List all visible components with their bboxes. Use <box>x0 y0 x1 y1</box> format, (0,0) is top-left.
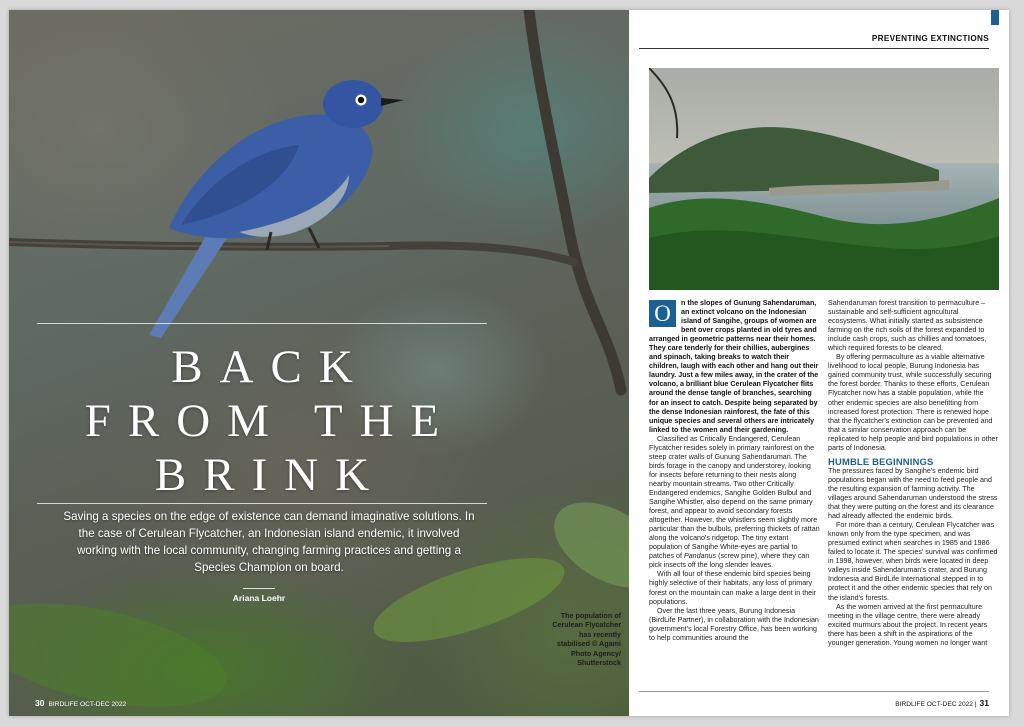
bird-tail <box>149 222 231 338</box>
byline: Ariana Loehr <box>232 593 286 603</box>
photo-caption <box>529 611 621 667</box>
headline-line-3: BRINK <box>154 449 387 501</box>
byline-rule <box>243 588 275 589</box>
magazine-spread <box>9 10 1009 716</box>
folio-label: BIRDLIFE OCT-DEC 2022 <box>48 701 127 708</box>
drop-cap: O <box>649 300 676 327</box>
body-text-run: (screw pine), where they can pick insects off the long slender leaves. <box>649 552 810 570</box>
lead-text: n the slopes of Gunung Sahendaruman, an extinct volcano on the Indonesian island of Sangihe, groups of women are bent over crops planted in old tyres and arranged in geometric patterns near their homes. They care tenderly for their chillies, aubergines and spinach, taking breaks to watch their children, laugh with each other and hang out their laundry. Just a few miles away, in the crater of the volcano, a brilliant blue Cerulean Flycatcher flits around the dense tangle of branches, searching for an insect to catch. Despite being separated by the dense Indonesian rainforest, the fate of this unique species and several others are intricately linked to the women and their gardening. <box>649 299 819 434</box>
folio-right <box>895 698 989 708</box>
bird-head <box>323 80 383 128</box>
lead-paragraph <box>649 299 820 435</box>
article-column-1 <box>649 299 820 643</box>
photo-caption-line: Cerulean Flycatcher <box>552 620 621 630</box>
body-paragraph: Sahendaruman forest transition to permaculture – sustainable and self-sufficient agricultural ecosystems. What initially started as subsistence farming on the rich soils of the forest expanded to include cash crops, such as chillies and tomatoes, which required forests to be cleared. <box>828 299 987 353</box>
subhead: HUMBLE BEGINNINGS <box>828 455 934 467</box>
section-label: PREVENTING EXTINCTIONS <box>871 34 989 43</box>
left-page <box>9 10 629 716</box>
body-paragraph <box>649 435 820 571</box>
photo-caption-line: The population of <box>560 611 621 620</box>
body-text-run: Classified as Critically Endangered, Cerulean Flycatcher resides solely in primary rainforest on the steep crater walls of Gunung Sahendaruman. The birds forage in the canopy and understorey, looking for insects before returning to their nests along nearby mountain streams. Two other Critically Endangered endemics, Sangihe Golden Bulbul and Sangihe Whistler, also depend on the same primary forest, and appear to avoid secondary forests altogether. However, the whistlers seem slightly more particular than the bulbuls, preferring thickets of rattan along the volcano's ridgetop. The tiny extant population of Sangihe White-eyes are partial to patches of <box>649 434 820 561</box>
bird-beak <box>381 98 404 106</box>
headline-rule-bottom <box>37 503 487 504</box>
tree-trunk <box>529 10 621 390</box>
body-paragraph: The pressures faced by Sangihe's endemic bird populations began with the need to feed people and the resulting expansion of farming activity. The villages around Sahendaruman understood the stress that they were putting on the forest and its clearance had already affected the endemic birds. <box>828 466 998 521</box>
headline-line-2: FROM THE <box>84 395 457 447</box>
page-number: 30 <box>35 698 45 708</box>
photo-caption-line: Shutterstock <box>577 658 621 668</box>
photo-caption-line: has recently <box>579 629 621 639</box>
section-rule <box>639 48 989 49</box>
photo-caption-line: Photo Agency/ <box>570 648 621 658</box>
body-paragraph: For more than a century, Cerulean Flycatcher was known only from the type specimen, and was presumed extinct when searches in 1985 and 1986 failed to locate it. The species' survival was confirmed in 1998, however, when birds were located in deep valleys inside Sahendaruman's crater, and Burung Indonesia and BirdLife International stepped in to protect it and the other endemic species that rely on the island's forests. <box>828 521 998 602</box>
headline-rule-top <box>37 323 487 324</box>
folio-left <box>35 698 126 708</box>
island-landscape <box>649 68 999 290</box>
body-paragraph: With all four of these endemic bird species being highly selective of their habitats, any loss of primary forest on the mountain can make a large dent in their populations. <box>649 570 817 606</box>
body-paragraph: By offering permaculture as a viable alternative livelihood to local people, Burung Indonesia has gained community trust, while successfully securing the forest border. Thanks to these efforts, Cerulean Flycatcher now has a stable population, while the other endemic species are also benefitting from increased forest protection. There is renewed hope that the flycatcher's extinction can be prevented and that a similar conservation approach can be replicated to help people and bird populations in other parts of Indonesia. <box>828 353 998 452</box>
section-tab <box>991 10 999 25</box>
headline-line-1: BACK <box>171 341 370 393</box>
right-page <box>629 10 1009 716</box>
article-column-2 <box>828 299 999 648</box>
folio-label: BIRDLIFE OCT-DEC 2022 | <box>895 701 977 708</box>
standfirst: Saving a species on the edge of existence can demand imaginative solutions. In the case of Cerulean Flycatcher, an Indonesian island endemic, it involved working with the local community, changing farming practices and getting a Species Champion on board. <box>63 510 475 574</box>
italic-term: Pandanus <box>683 552 717 561</box>
page-number: 31 <box>979 698 989 708</box>
footer-rule <box>639 691 989 692</box>
body-paragraph: Over the last three years, Burung Indonesia (BirdLife Partner), in collaboration with the Indonesian government's local Forestry Office, has been working to help communities around the <box>649 606 819 642</box>
photo-caption-line: stabilised © Agami <box>556 639 621 649</box>
landscape-photo <box>649 68 999 290</box>
body-paragraph: As the women arrived at the first permaculture meeting in the village centre, there were already excited murmurs about the project. In recent years there has been a shift in the aspirations of the younger generation. Young women no longer want <box>828 602 988 647</box>
